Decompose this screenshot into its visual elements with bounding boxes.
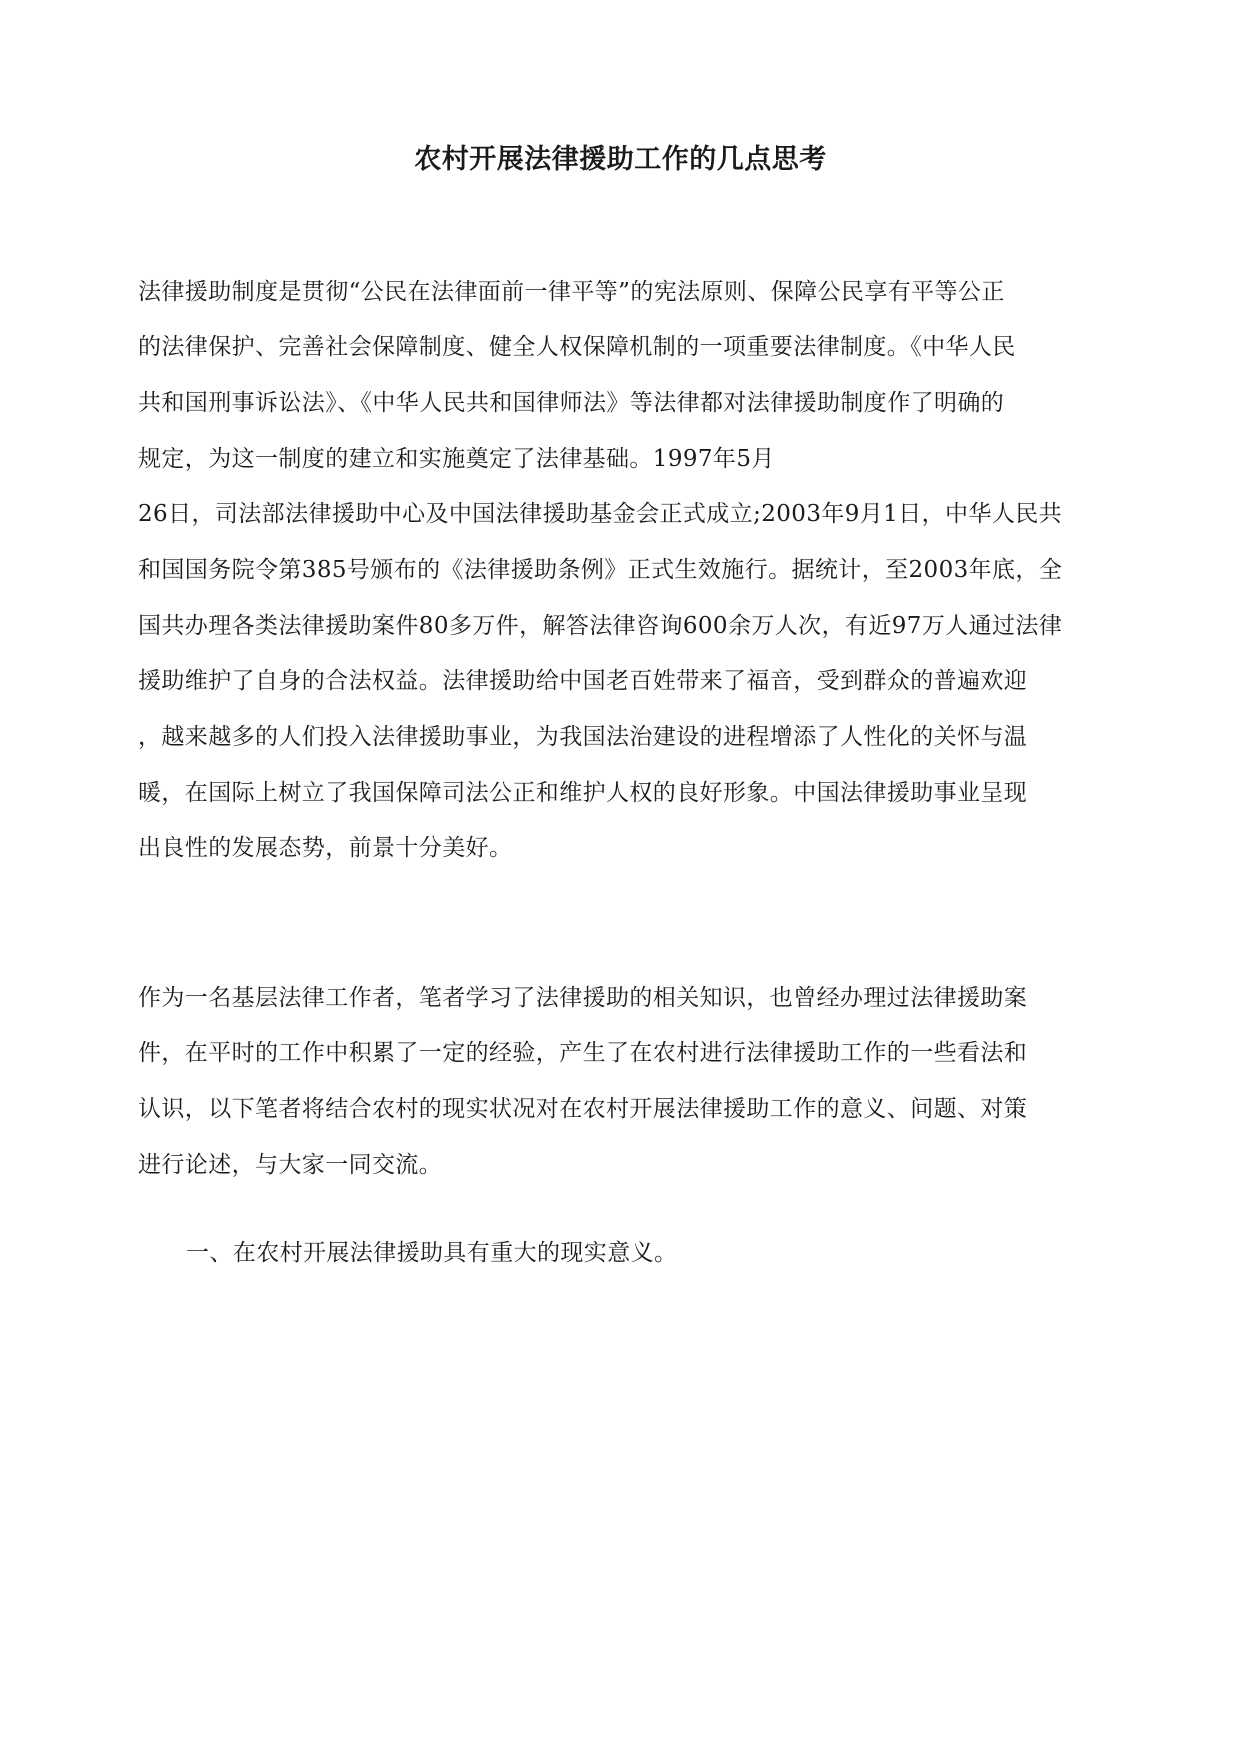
- paragraph-line: 的法律保护、完善社会保障制度、健全人权保障机制的一项重要法律制度。《中华人民: [138, 334, 1016, 360]
- paragraph-line: 规定，为这一制度的建立和实施奠定了法律基础。1997年5月: [138, 446, 775, 472]
- paragraph-line: 法律援助制度是贯彻“公民在法律面前一律平等”的宪法原则、保障公民享有平等公正: [138, 279, 1005, 305]
- paragraph-line: 26日，司法部法律援助中心及中国法律援助基金会正式成立;2003年9月1日，中华人民共: [138, 501, 1063, 527]
- paragraph-line: 出良性的发展态势，前景十分美好。: [138, 835, 513, 861]
- paragraph-line: 援助维护了自身的合法权益。法律援助给中国老百姓带来了福音，受到群众的普遍欢迎: [138, 668, 1028, 694]
- section-heading: 一、在农村开展法律援助具有重大的现实意义。: [186, 1240, 678, 1266]
- paragraph-line: 作为一名基层法律工作者，笔者学习了法律援助的相关知识，也曾经办理过法律援助案: [138, 985, 1028, 1011]
- paragraph-line: 进行论述，与大家一同交流。: [138, 1152, 443, 1178]
- document-title: 农村开展法律援助工作的几点思考: [414, 144, 827, 175]
- paragraph-line: 认识，以下笔者将结合农村的现实状况对在农村开展法律援助工作的意义、问题、对策: [138, 1096, 1028, 1122]
- paragraph-line: 国共办理各类法律援助案件80多万件，解答法律咨询600余万人次，有近97万人通过法律: [138, 613, 1063, 639]
- paragraph-line: 件，在平时的工作中积累了一定的经验，产生了在农村进行法律援助工作的一些看法和: [138, 1040, 1028, 1066]
- paragraph-line: ，越来越多的人们投入法律援助事业，为我国法治建设的进程增添了人性化的关怀与温: [138, 724, 1028, 750]
- paragraph-line: 共和国刑事诉讼法》、《中华人民共和国律师法》等法律都对法律援助制度作了明确的: [138, 390, 1005, 416]
- paragraph-line: 和国国务院令第385号颁布的《法律援助条例》正式生效施行。据统计，至2003年底，全: [138, 557, 1063, 583]
- paragraph-line: 暖，在国际上树立了我国保障司法公正和维护人权的良好形象。中国法律援助事业呈现: [138, 780, 1028, 806]
